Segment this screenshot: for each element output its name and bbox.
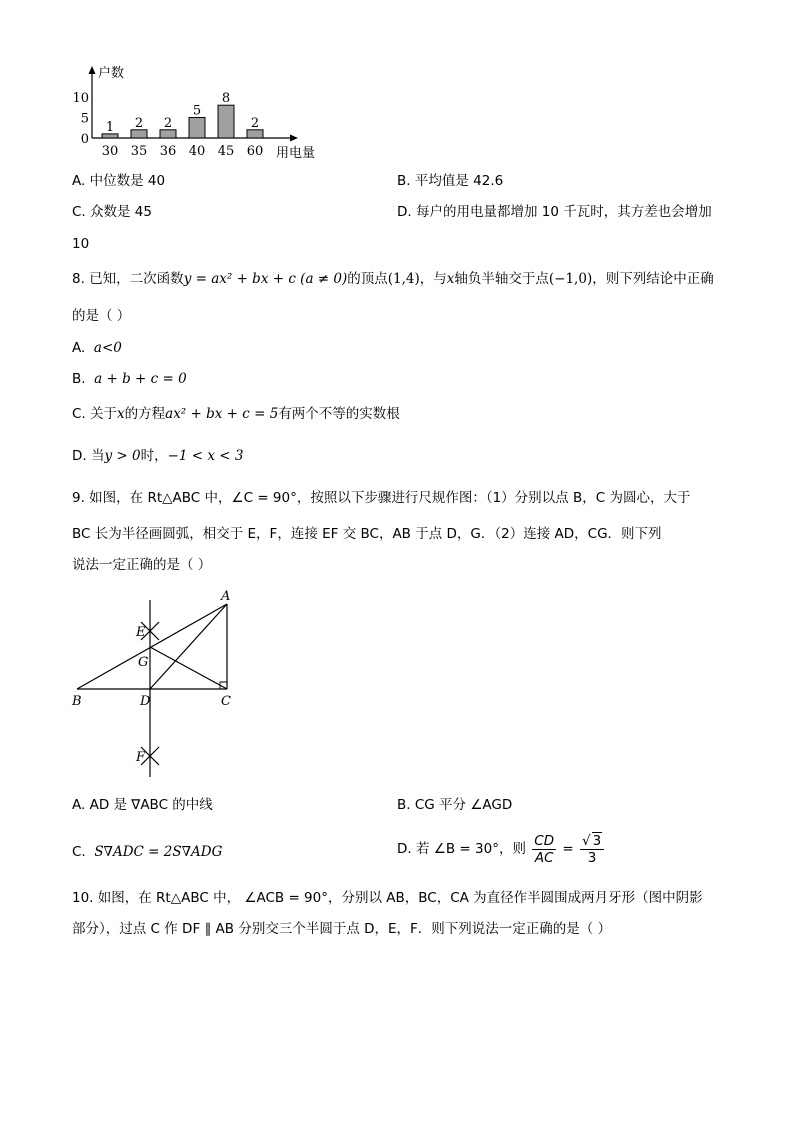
bar-value-label: 5	[192, 103, 202, 119]
x-tick-label: 40	[188, 144, 206, 159]
q9-stem-line3: 说法一定正确的是（ ）	[72, 557, 212, 573]
q9-option-a: A. AD 是 ∇ABC 的中线	[72, 797, 213, 813]
bar	[160, 130, 176, 138]
q8-option-d: D. 当y > 0时，−1 < x < 3	[72, 448, 244, 464]
y-tick-label: 0	[80, 132, 89, 147]
bar	[131, 130, 147, 138]
label-g: G	[138, 655, 149, 670]
fraction-sqrt3-over-3: $\frac{√ 3}{3}$	[580, 832, 604, 866]
bar-value-label: 2	[163, 115, 173, 131]
x-tick-label: 35	[130, 144, 148, 159]
q7-option-c: C. 众数是 45	[72, 204, 152, 220]
q7-option-b: B. 平均值是 42.6	[397, 173, 504, 189]
q9-option-c: C. S∇ADC = 2S∇ADG	[72, 844, 223, 860]
label-b: B	[72, 694, 82, 709]
bar-value-label: 2	[134, 115, 144, 131]
q8-option-a: A. a<0	[72, 340, 122, 356]
x-tick-label: 30	[101, 144, 119, 159]
bar	[247, 130, 263, 138]
fraction-cd-over-ac: $\frac{CD}{AC}$	[534, 832, 555, 866]
bar-chart	[70, 62, 340, 162]
bar-value-label: 2	[250, 115, 260, 131]
label-a: A	[221, 589, 231, 604]
q9-stem-line2: BC 长为半径画圆弧，相交于 E，F，连接 EF 交 BC，AB 于点 D，G．（2）连接 AD，CG．则下列	[72, 526, 662, 542]
segment-ad	[150, 604, 227, 689]
bar	[218, 105, 234, 138]
y-tick-label: 5	[80, 111, 89, 127]
x-tick-label: 45	[217, 144, 235, 159]
x-axis-label: 用电量	[276, 146, 316, 161]
q10-stem-line2: 部分），过点 C 作 DF ∥ AB 分别交三个半圆于点 D，E，F．则下列说法一定正确的是（ ）	[72, 921, 612, 937]
q8-option-b: B. a + b + c = 0	[72, 371, 187, 387]
q8-stem-line2: 的是（ ）	[72, 308, 131, 324]
bar	[189, 118, 205, 139]
q8-stem-line1: 8. 已知，二次函数y = ax² + bx + c (a ≠ 0)的顶点(1,4)，与x轴负半轴交于点(−1,0)，则下列结论中正确	[72, 271, 714, 287]
q9-option-d: D. 若 ∠B = 30°，则 $\frac{CD}{AC}$ = $\frac{√ 3}{3}$	[397, 832, 606, 866]
x-tick-label: 36	[159, 144, 177, 159]
q7-option-d-continued: 10	[72, 236, 90, 252]
q8-option-c: C. 关于x的方程ax² + bx + c = 5有两个不等的实数根	[72, 406, 400, 422]
label-c: C	[221, 694, 231, 709]
y-tick-label: 10	[72, 91, 89, 106]
label-e: E	[136, 625, 146, 640]
label-d: D	[140, 694, 151, 709]
q7-option-a: A. 中位数是 40	[72, 173, 166, 189]
y-axis-label: 户数	[98, 66, 125, 81]
y-axis-arrow	[89, 66, 96, 74]
q9-geometry-figure	[60, 585, 260, 785]
q9-stem-line1: 9. 如图，在 Rt△ABC 中，∠C = 90°，按照以下步骤进行尺规作图：（1）分别以点 B，C 为圆心，大于	[72, 490, 691, 506]
x-axis-arrow	[290, 135, 298, 142]
bar-value-label: 8	[221, 91, 231, 107]
q9-option-b: B. CG 平分 ∠AGD	[397, 797, 513, 813]
bar-value-label: 1	[105, 119, 115, 135]
q8-function: y = ax² + bx + c (a ≠ 0)	[183, 271, 348, 287]
x-tick-label: 60	[246, 144, 264, 159]
q7-option-d: D. 每户的用电量都增加 10 千瓦时，其方差也会增加	[397, 204, 712, 220]
segment-cg	[150, 647, 227, 689]
label-f: F	[136, 750, 146, 765]
q10-stem-line1: 10. 如图，在 Rt△ABC 中， ∠ACB = 90°，分别以 AB，BC，CA 为直径作半圆围成两月牙形（图中阴影	[72, 890, 703, 906]
